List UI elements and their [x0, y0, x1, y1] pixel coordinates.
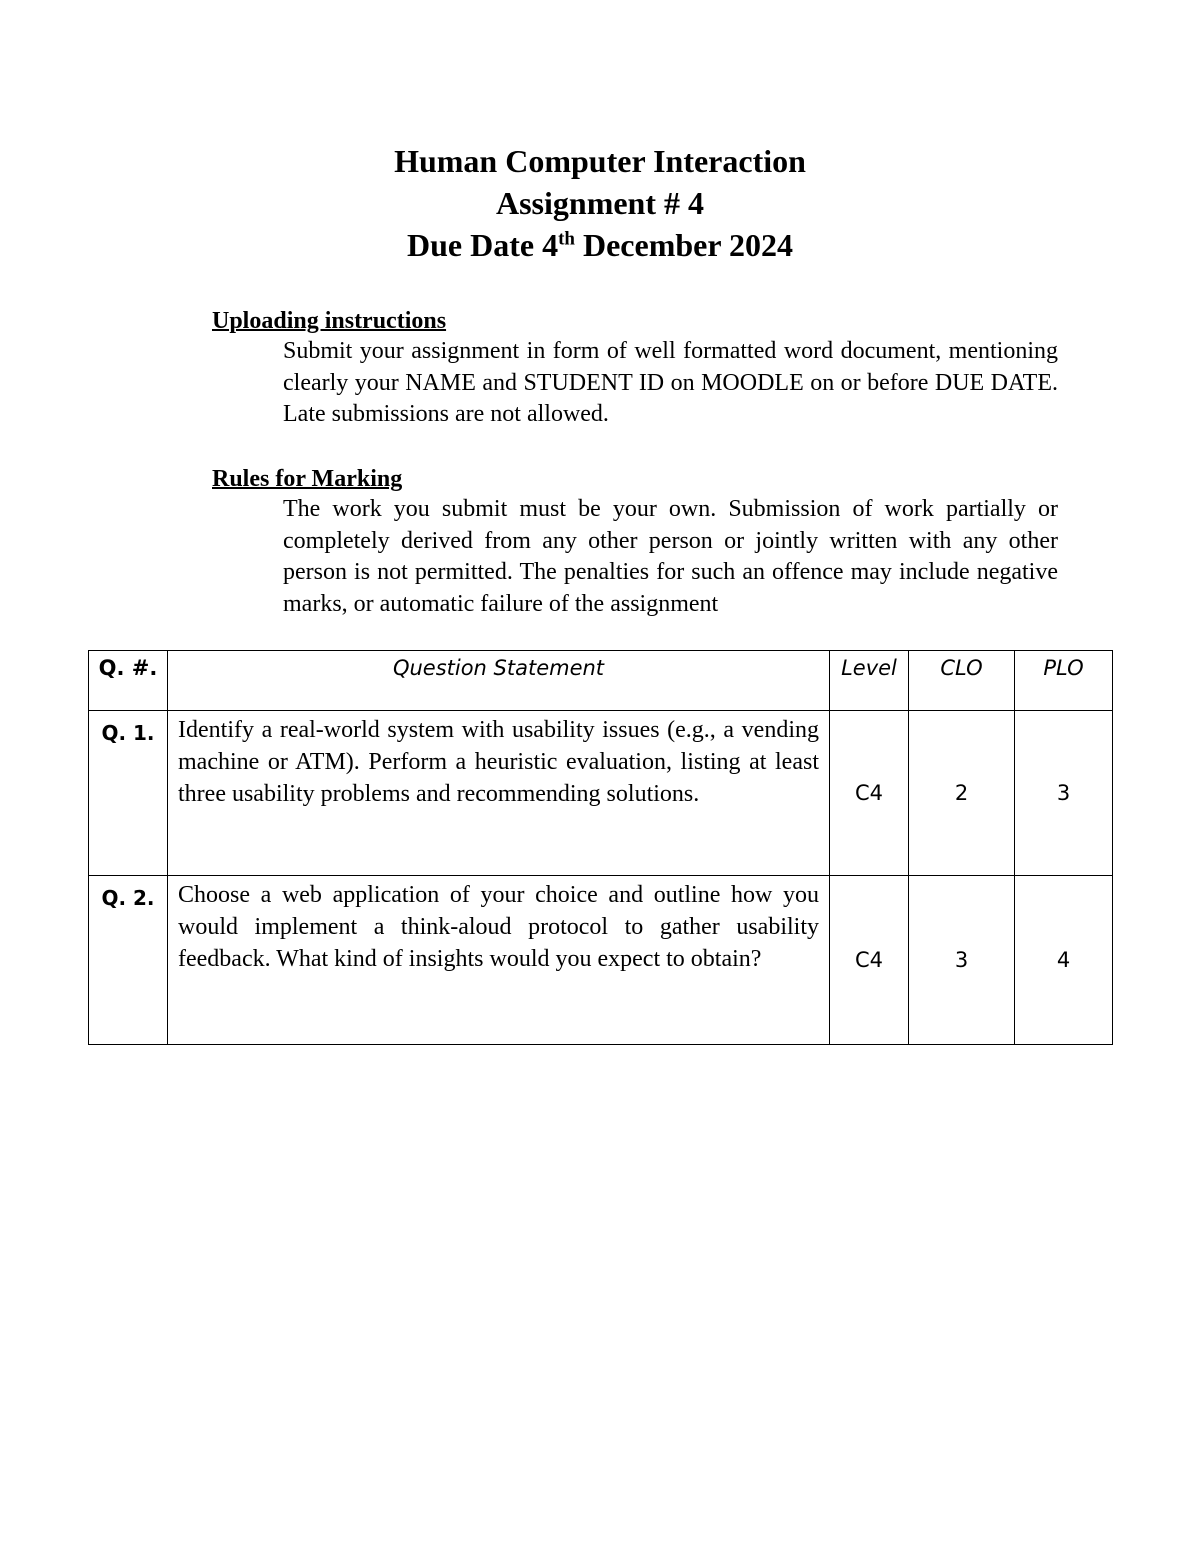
- question-plo: 4: [1015, 876, 1113, 1045]
- header-clo: CLO: [909, 651, 1015, 711]
- due-date-prefix: Due Date 4: [407, 227, 559, 263]
- question-plo: 3: [1015, 711, 1113, 876]
- questions-table: [88, 650, 1113, 1045]
- document-header: [0, 140, 1200, 266]
- due-date-ordinal: th: [558, 228, 575, 250]
- header-qno: Q. #.: [89, 651, 168, 711]
- uploading-instructions-section: [212, 306, 1058, 431]
- assignment-title: Assignment # 4: [495, 185, 704, 221]
- table-row: [89, 876, 1113, 1045]
- question-level: C4: [830, 876, 909, 1045]
- question-level: C4: [830, 711, 909, 876]
- question-clo: 3: [909, 876, 1015, 1045]
- table-row: [89, 711, 1113, 876]
- rules-for-marking-section: [212, 464, 1058, 620]
- due-date: [0, 224, 1200, 266]
- table-header-row: [89, 651, 1113, 711]
- rules-for-marking-heading: Rules for Marking: [212, 466, 403, 492]
- header-plo: PLO: [1015, 651, 1113, 711]
- due-date-rest: December 2024: [574, 227, 793, 263]
- question-clo: 2: [909, 711, 1015, 876]
- course-title: Human Computer Interaction: [394, 143, 806, 179]
- question-number: Q. 2.: [89, 876, 168, 1045]
- question-statement: Choose a web application of your choice and outline how you would implement a think-aloud protocol to gather usability feedback. What kind of insights would you expect to obtain?: [168, 876, 830, 1045]
- header-question-statement: Question Statement: [168, 651, 830, 711]
- question-number: Q. 1.: [89, 711, 168, 876]
- uploading-instructions-heading: Uploading instructions: [212, 308, 447, 334]
- rules-for-marking-body: The work you submit must be your own. Submission of work partially or completely derived from any other person or jointly written with any other person is not permitted. The penalties for such an offence may include negative marks, or automatic failure of the assignment: [283, 496, 1058, 617]
- uploading-instructions-body: Submit your assignment in form of well formatted word document, mentioning clearly your NAME and STUDENT ID on MOODLE on or before DUE DATE. Late submissions are not allowed.: [283, 338, 1058, 427]
- question-statement: Identify a real-world system with usability issues (e.g., a vending machine or ATM). Perform a heuristic evaluation, listing at least three usability problems and recommending solutions.: [168, 711, 830, 876]
- header-level: Level: [830, 651, 909, 711]
